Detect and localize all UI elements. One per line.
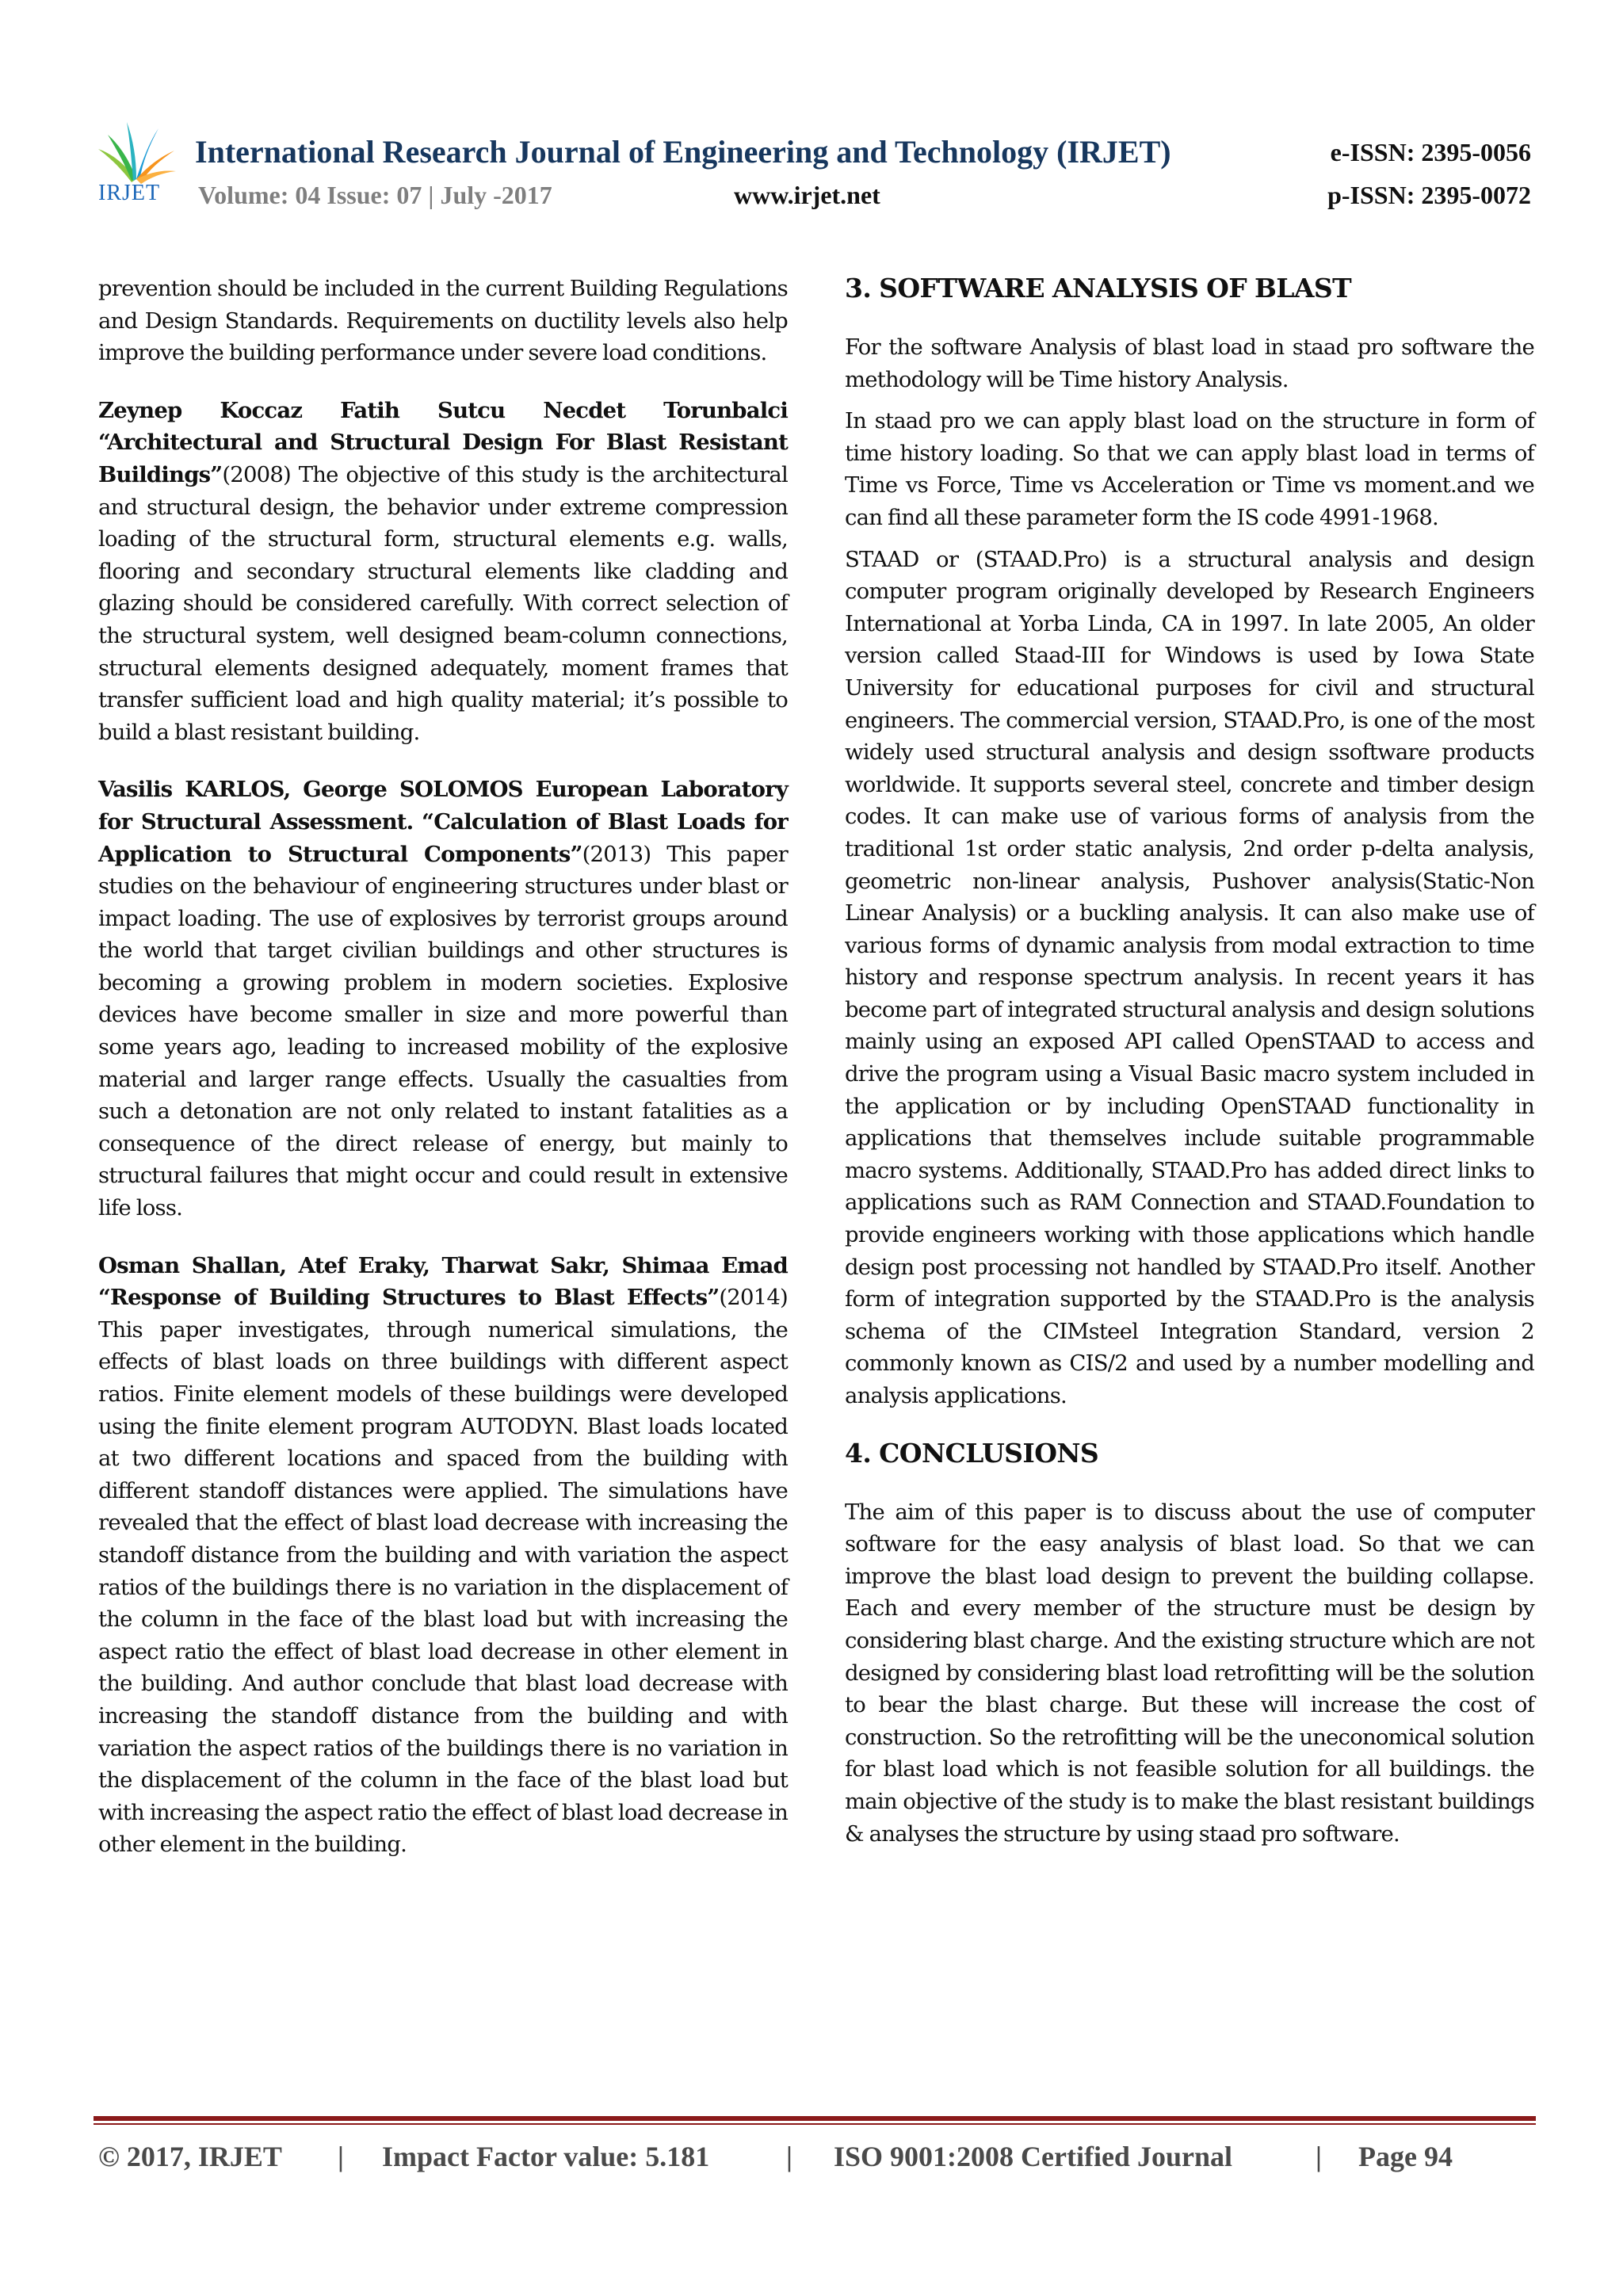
right-column: [845, 273, 1534, 1875]
logo-text: IRJET: [98, 181, 161, 205]
ref-text: (2008) The objective of this study is the architectural and structural design, the behavior under extreme compression loading of the structural form, structural elements e.g. walls, flooring and secondary structural elements like cladding and glazing should be considered carefully. With correct selection of the structural system, well designed beam-column connections, structural elements designed adequately, moment frames that transfer sufficient load and high quality material; it’s possible to build a blast resistant building.: [98, 461, 788, 745]
reference-shallan: [98, 1250, 788, 1861]
ref-authors: Zeynep Koccaz Fatih Sutcu Necdet Torunbalci: [98, 397, 788, 423]
ref-text: (2014) This paper investigates, through numerical simulations, the effects of blast loads on three buildings with different aspect ratios. Finite element models of these buildings were developed using the finite element program AUTODYN. Blast loads located at two different locations and spaced from the building with different standoff distances were applied. The simulations have revealed that the effect of blast load decrease with increasing the standoff distance from the building and with variation the aspect ratios of the buildings there is no variation in the displacement of the column in the face of the blast load but with increasing the aspect ratio the effect of blast load decrease in other element in the building. And author conclude that blast load decrease with increasing the standoff distance from the building and with variation the aspect ratios of the buildings there is no variation in the displacement of the column in the face of the blast load but with increasing the aspect ratio the effect of blast load decrease in other element in the building.: [98, 1285, 788, 1858]
section-4-paragraph: The aim of this paper is to discuss about the use of computer software for the easy analysis of blast load. So that we can improve the blast load design to prevent the building collapse. Each and every member of the structure must be design by considering blast charge. And the existing structure which are not designed by considering blast load retrofitting will be the solution to bear the blast charge. But these will increase the cost of construction. So the retrofitting will be the uneconomical solution for blast load which is not feasible solution for all buildings. the main objective of the study is to make the blast resistant buildings & analyses the structure by using staad pro software.: [845, 1499, 1534, 1847]
left-column: [98, 273, 788, 1886]
section-3-paragraph-3: STAAD or (STAAD.Pro) is a structural analysis and design computer program originally developed by Research Engineers International at Yorba Linda, CA in 1997. In late 2005, An older version called Staad-III for Windows is used by Iowa State University for educational purposes for civil and structural engineers. The commercial version, STAAD.Pro, is one of the most widely used structural analysis and design ssoftware products worldwide. It supports several steel, concrete and timber design codes. It can make use of various forms of analysis from the traditional 1st order static analysis, 2nd order p-delta analysis, geometric non-linear analysis, Pushover analysis(Static-Non Linear Analysis) or a buckling analysis. It can also make use of various forms of dynamic analysis from modal extraction to time history and response spectrum analysis. In recent years it has become part of integrated structural analysis and design solutions mainly using an exposed API called OpenSTAAD to access and drive the program using a Visual Basic macro system included in the application or by including OpenSTAAD functionality in applications that themselves include suitable programmable macro systems. Additionally, STAAD.Pro has added direct links to applications such as RAM Connection and STAAD.Foundation to provide engineers working with those applications which handle design post processing not handled by STAAD.Pro itself. Another form of integration supported by the STAAD.Pro is the analysis schema of the CIMsteel Integration Standard, version 2 commonly known as CIS/2 and used by a number modelling and analysis applications.: [845, 546, 1534, 1408]
intro-paragraph: prevention should be included in the current Building Regulations and Design Standards. Requirements on ductility levels also help improve the building performance under severe load conditions.: [98, 276, 788, 366]
section-4-heading: 4. CONCLUSIONS: [845, 1437, 1099, 1469]
website-link[interactable]: www.irjet.net: [734, 181, 880, 209]
footer-separator: |: [1316, 2141, 1322, 2172]
reference-karlos: [98, 774, 788, 1224]
section-3-paragraph-2: In staad pro we can apply blast load on the structure in form of time history loading. So that we can apply blast load in terms of Time vs Force, Time vs Acceleration or Time vs moment.and we can find all these parameter form the IS code 4991-1968.: [845, 408, 1534, 530]
e-issn: e-ISSN: 2395-0056: [1330, 138, 1531, 166]
footer-copyright: © 2017, IRJET: [98, 2141, 282, 2172]
page-header: [0, 0, 1623, 222]
footer-impact-factor: Impact Factor value: 5.181: [382, 2141, 710, 2172]
volume-issue: Volume: 04 Issue: 07 | July -2017: [198, 181, 552, 209]
footer-separator: |: [786, 2141, 792, 2172]
footer-page-number: Page 94: [1358, 2141, 1453, 2172]
p-issn: p-ISSN: 2395-0072: [1327, 181, 1531, 209]
ref-title: “Architectural and Structural Design For Blast Resistant Buildings”: [98, 430, 788, 487]
ref-title: “Calculation of Blast Loads for Application to Structural Components”: [98, 808, 788, 867]
section-3-heading: 3. SOFTWARE ANALYSIS OF BLAST: [845, 273, 1352, 304]
ref-authors: Vasilis KARLOS, George SOLOMOS European Laboratory for Structural Assessment.: [98, 777, 788, 835]
footer-rule: [94, 2116, 1536, 2121]
ref-title: “Response of Building Structures to Blast Effects”: [98, 1285, 720, 1311]
footer-rule-thin: [94, 2123, 1536, 2125]
ref-authors: Osman Shallan, Atef Eraky, Tharwat Sakr, Shimaa Emad: [98, 1252, 788, 1278]
ref-text: (2013) This paper studies on the behaviour of engineering structures under blast or impact loading. The use of explosives by terrorist groups around the world that target civilian buildings and other structures is becoming a growing problem in modern societies. Explosive devices have become smaller in size and more powerful than some years ago, leading to increased mobility of the explosive material and larger range effects. Usually the casualties from such a detonation are not only related to instant fatalities as a consequence of the direct release of energy, but mainly to structural failures that might occur and could result in extensive life loss.: [98, 841, 788, 1221]
reference-koccaz: [98, 395, 788, 749]
journal-title: International Research Journal of Engineering and Technology (IRJET): [195, 134, 1171, 170]
section-3-paragraph-1: For the software Analysis of blast load in staad pro software the methodology will be Time history Analysis.: [845, 334, 1534, 392]
footer-separator: |: [338, 2141, 344, 2172]
footer-iso: ISO 9001:2008 Certified Journal: [834, 2141, 1232, 2172]
